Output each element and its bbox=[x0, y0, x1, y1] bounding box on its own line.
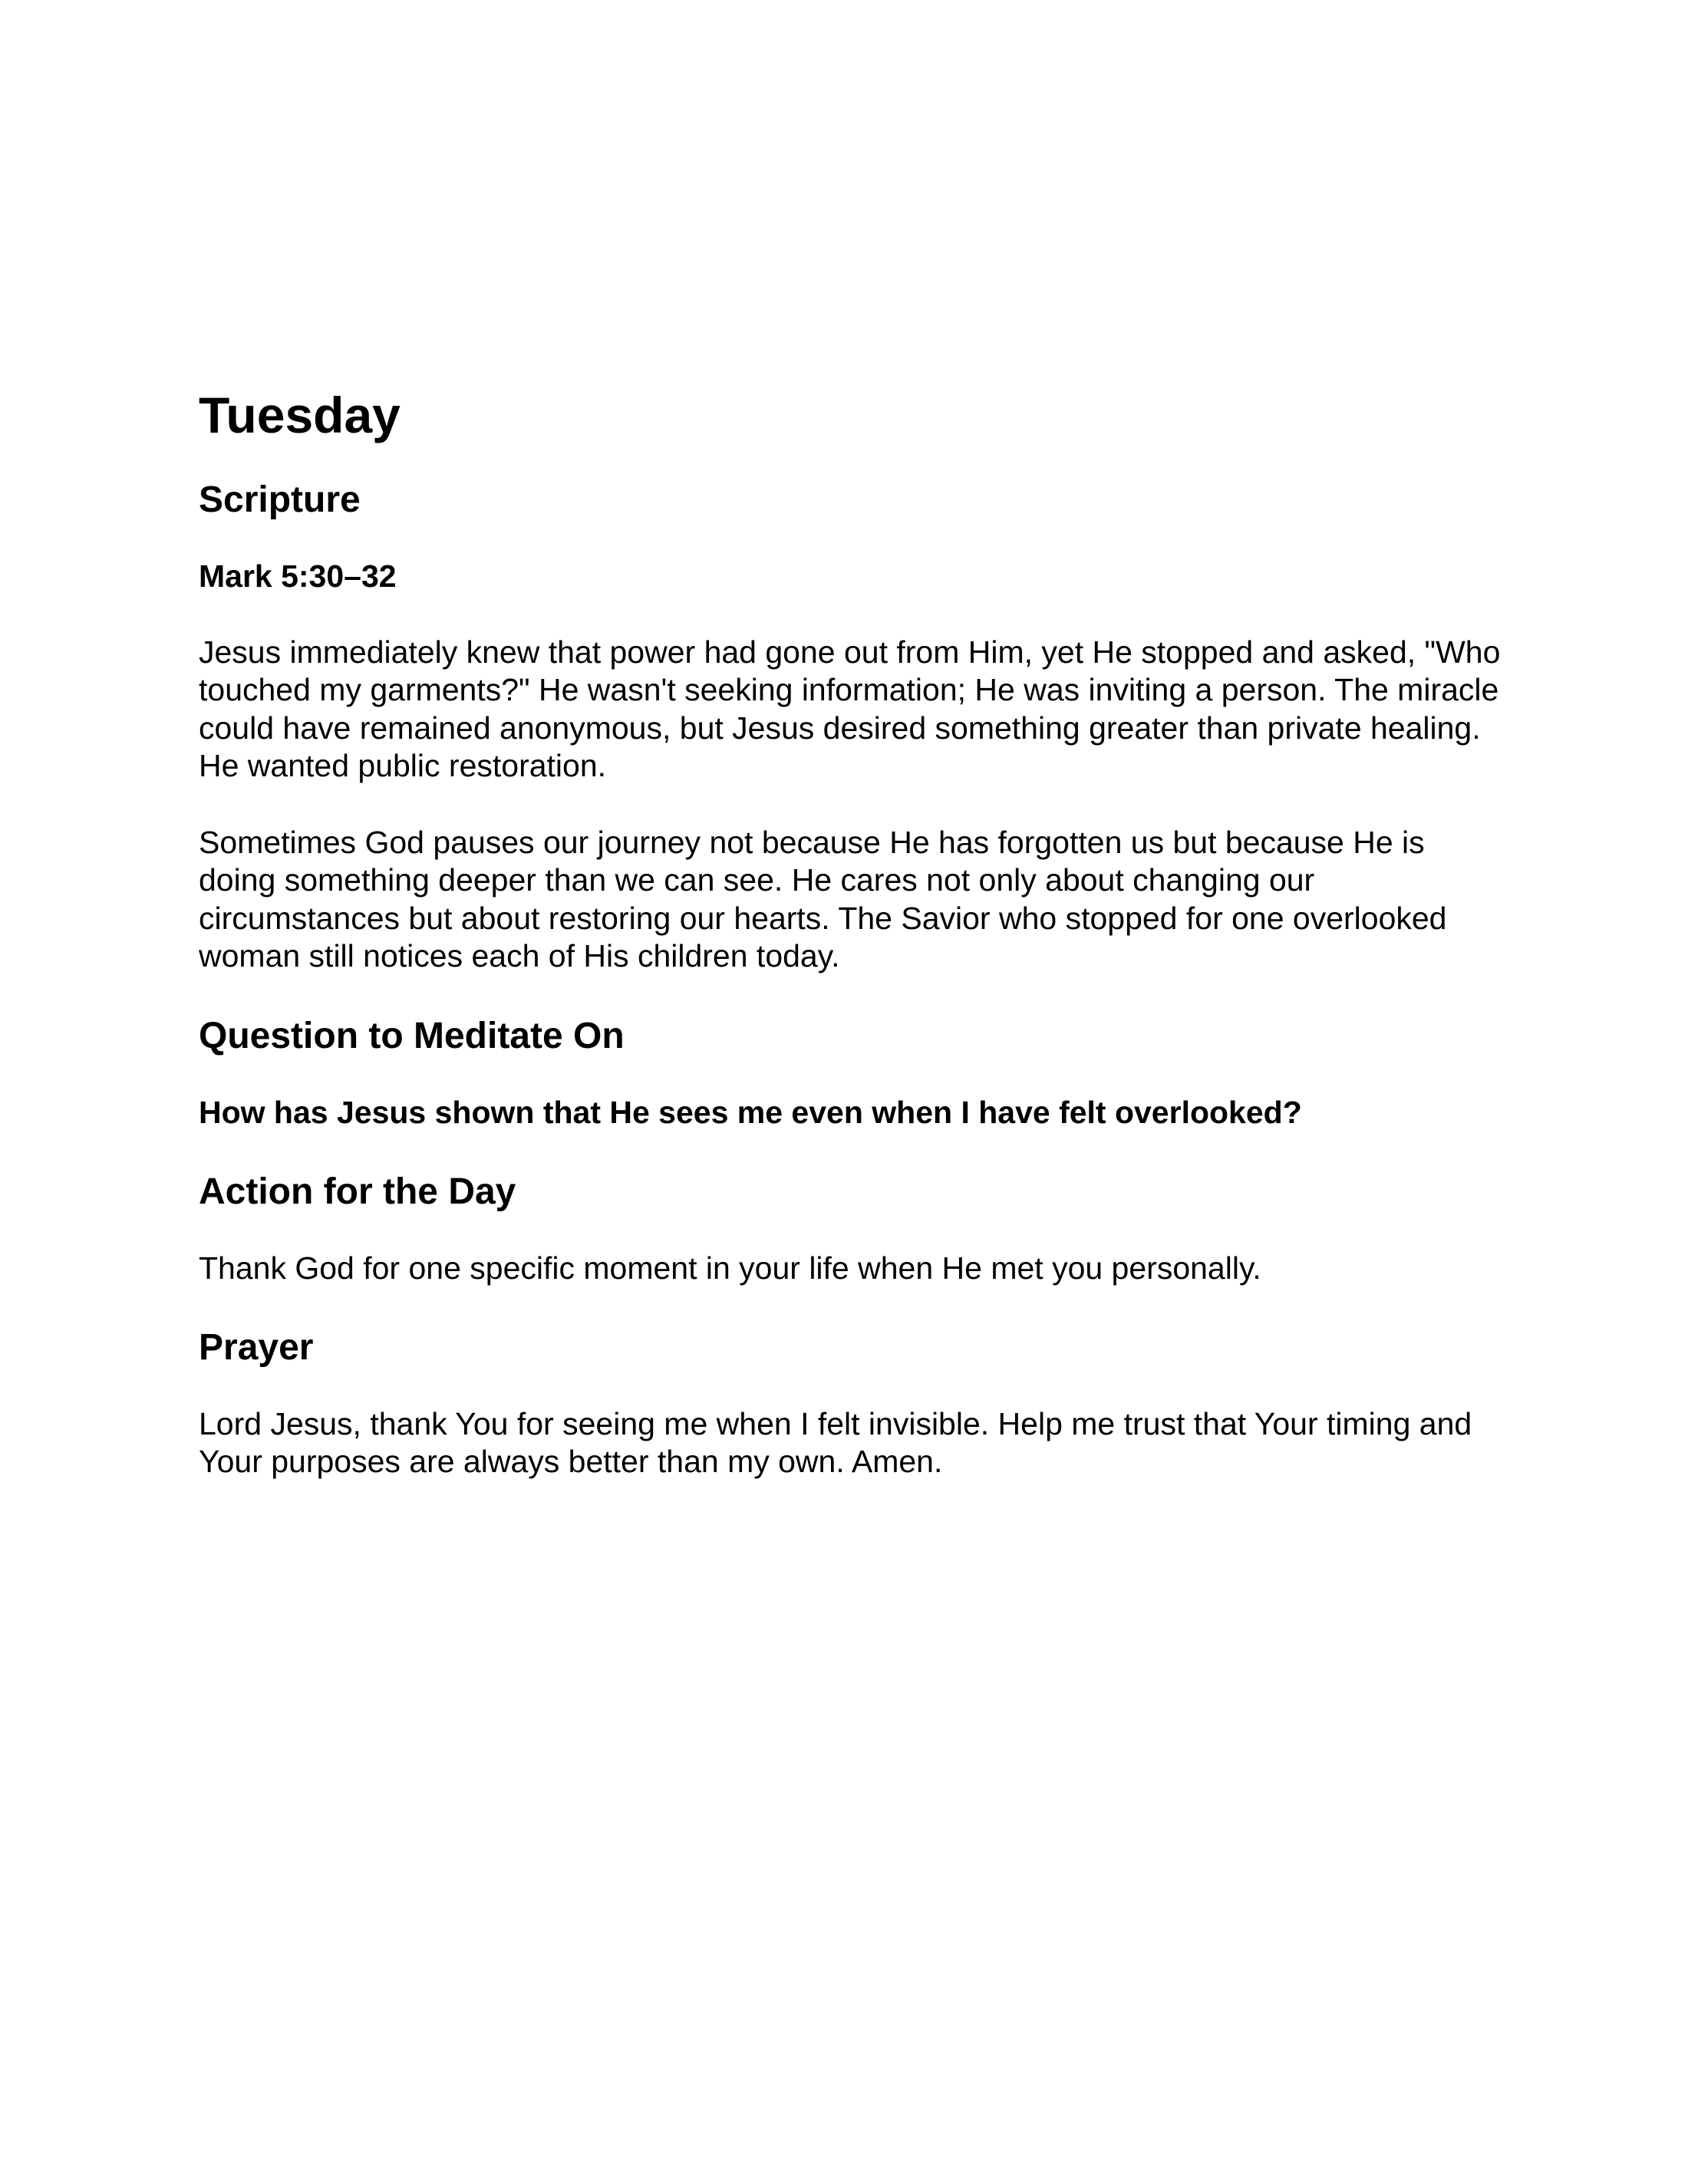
question-section bbox=[199, 1014, 1503, 1132]
scripture-reference: Mark 5:30–32 bbox=[199, 558, 397, 594]
devotional-page bbox=[199, 385, 1503, 1520]
scripture-section bbox=[199, 478, 1503, 976]
meditation-question: How has Jesus shown that He sees me even when I have felt overlooked? bbox=[199, 1094, 1302, 1130]
action-text: Thank God for one specific moment in your life when He met you personally. bbox=[199, 1250, 1261, 1286]
scripture-heading: Scripture bbox=[199, 479, 361, 521]
prayer-section bbox=[199, 1326, 1503, 1481]
scripture-paragraph-2: Sometimes God pauses our journey not because He has forgotten us but because He is doing something deeper than we can see. He cares not only about changing our circumstances but about restoring our hearts. The Savior who stopped for one overlooked woman still notices each of His children today. bbox=[199, 824, 1447, 974]
scripture-paragraph-1: Jesus immediately knew that power had gone out from Him, yet He stopped and asked, "Who touched my garments?" He wasn't seeking information; He was inviting a person. The miracle could have remained anonymous, but Jesus desired something greater than private healing. He wanted public restoration. bbox=[199, 634, 1501, 784]
prayer-heading: Prayer bbox=[199, 1327, 314, 1369]
question-heading: Question to Meditate On bbox=[199, 1015, 625, 1056]
day-title: Tuesday bbox=[199, 387, 401, 443]
action-heading: Action for the Day bbox=[199, 1171, 516, 1213]
action-section bbox=[199, 1170, 1503, 1287]
prayer-text: Lord Jesus, thank You for seeing me when I felt invisible. Help me trust that Your timing and Your purposes are always better than my own. Amen. bbox=[199, 1405, 1472, 1480]
